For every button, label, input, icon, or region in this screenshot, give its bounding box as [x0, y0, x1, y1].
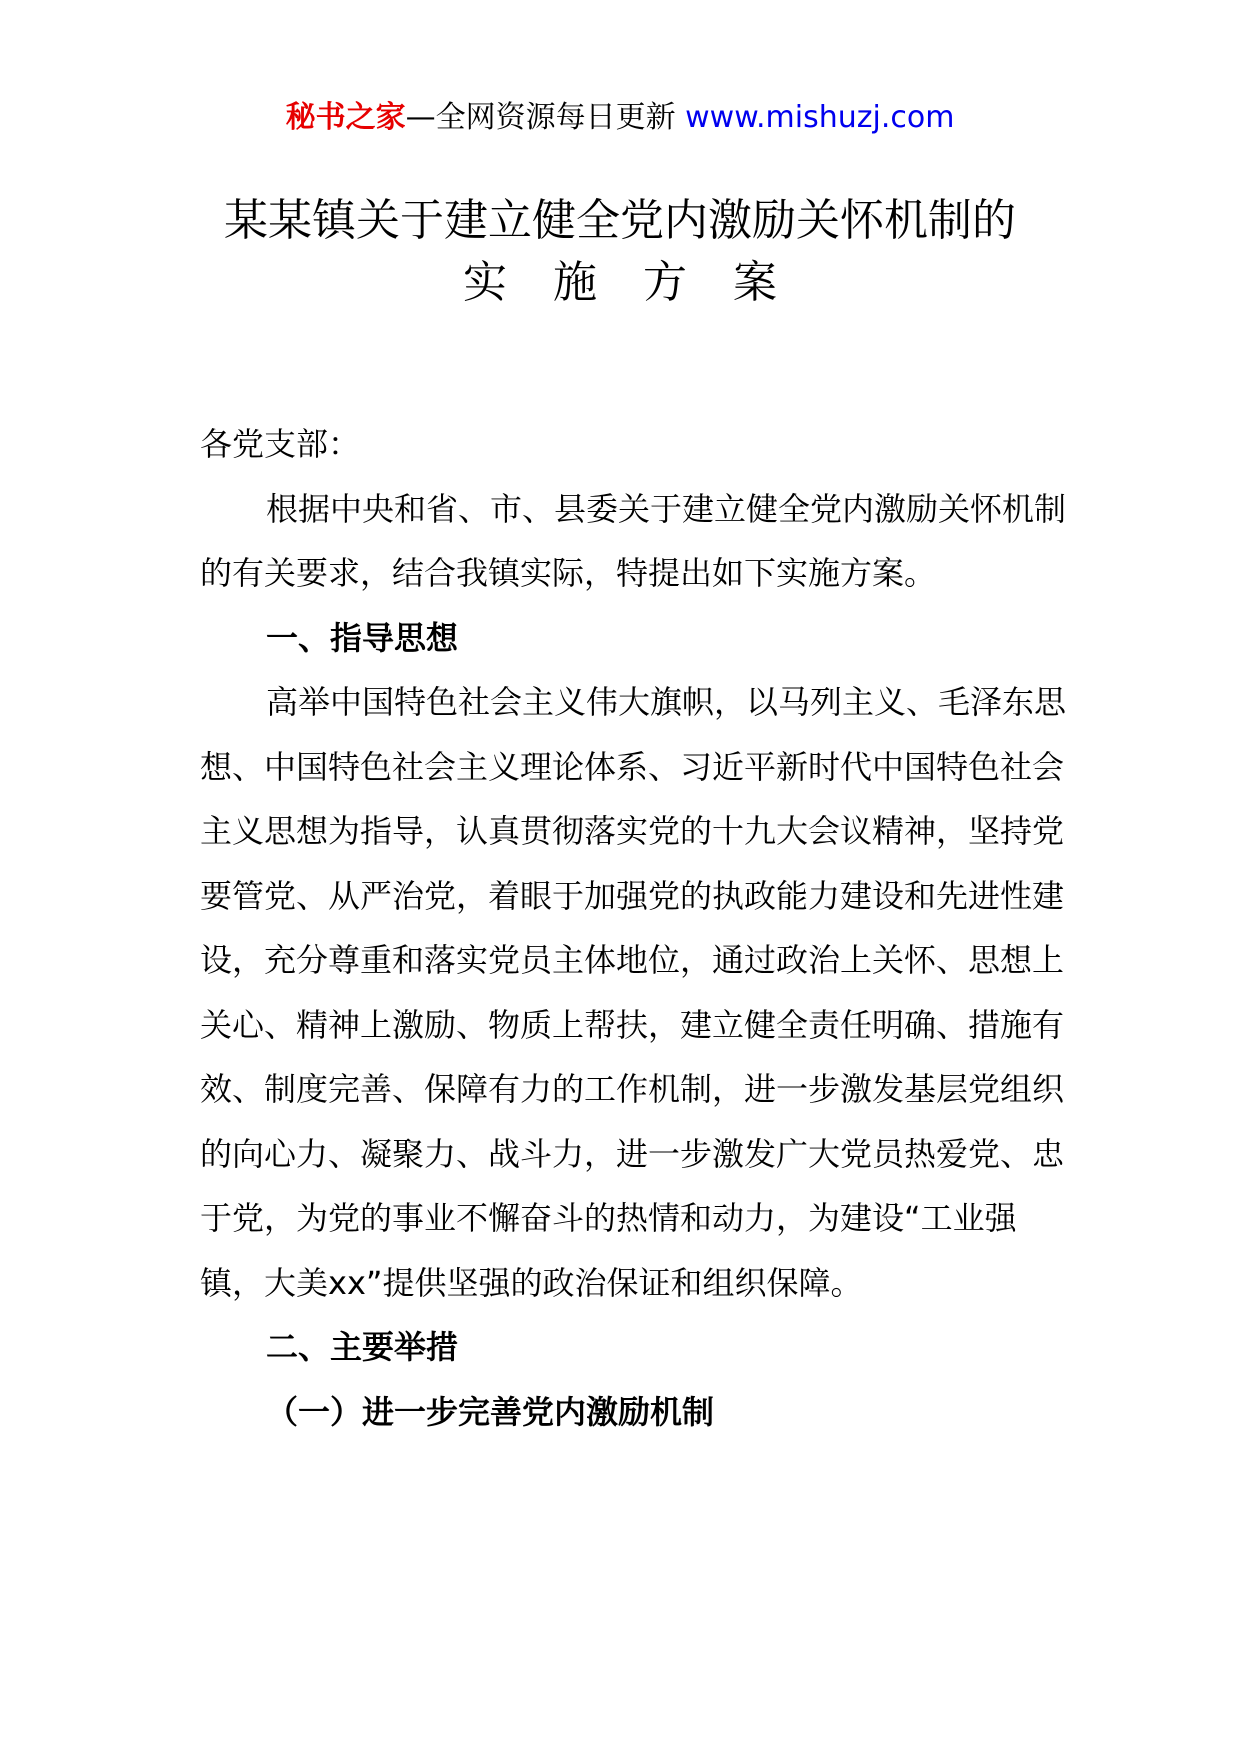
intro-paragraph: 根据中央和省、市、县委关于建立健全党内激励关怀机制的有关要求，结合我镇实际，特提出如下实施方案。 [200, 489, 1067, 592]
section-2-subheading-1: （一）进一步完善党内激励机制 [266, 1392, 715, 1431]
title-line-1: 某某镇关于建立健全党内激励关怀机制的 [224, 195, 1016, 246]
section-1-heading: 一、指导思想 [266, 618, 459, 657]
section-1-paragraph: 高举中国特色社会主义伟大旗帜，以马列主义、毛泽东思想、中国特色社会主义理论体系、习近平新时代中国特色社会主义思想为指导，认真贯彻落实党的十九大会议精神，坚持党要管党、从严治党，着眼于加强党的执政能力建设和先进性建设，充分尊重和落实党员主体地位，通过政治上关怀、思想上关心、精神上激励、物质上帮扶，建立健全责任明确、措施有效、制度完善、保障有力的工作机制，进一步激发基层党组织的向心力、凝聚力、战斗力，进一步激发广大党员热爱党、忠于党，为党的事业不懈奋斗的热情和动力，为建设“工业强镇，大美xx”提供坚强的政治保证和组织保障。 [200, 683, 1067, 1302]
document-body [200, 412, 1080, 1444]
document-title [0, 190, 1240, 314]
brand-name: 秘书之家 [285, 100, 406, 135]
site-url-link[interactable]: www.mishuzj.com [685, 100, 955, 135]
title-line-2: 实施方案 [463, 257, 823, 308]
header-tagline: —全网资源每日更新 [405, 100, 676, 135]
site-header-banner [0, 98, 1240, 138]
section-2-heading: 二、主要举措 [266, 1328, 459, 1366]
salutation: 各党支部： [200, 425, 361, 463]
